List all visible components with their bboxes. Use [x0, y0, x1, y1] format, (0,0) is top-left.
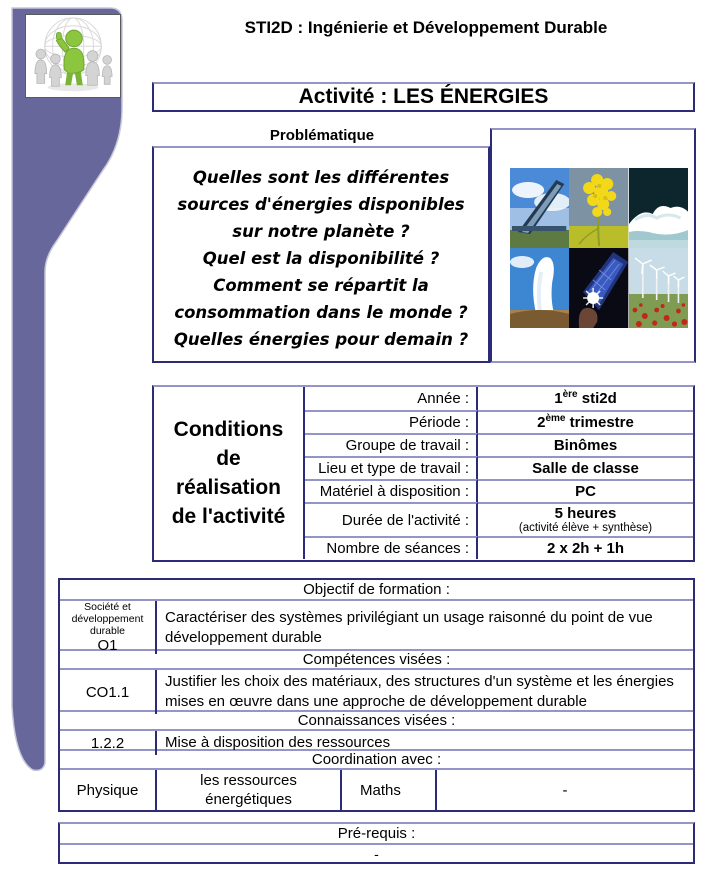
objectif-text: Caractériser des systèmes privilégiant un usage raisonné du point de vue développement durable — [165, 608, 653, 646]
activity-title: Activité : LES ÉNERGIES — [152, 82, 695, 112]
competences-row — [60, 668, 693, 710]
wind-turbines-poppy-field-photo — [629, 248, 688, 328]
solar-mirrors-photo — [510, 168, 569, 248]
competences-text: Justifier les choix des matériaux, des structures d'un système et les énergies mises en œuvre dans une approche de développement durable — [165, 673, 674, 710]
prerequis-table — [58, 822, 695, 864]
row-label-groupe: Groupe de travail : — [305, 433, 478, 456]
document-header-title: STI2D : Ingénierie et Développement Durable — [244, 18, 608, 37]
problematique-line: Comment se répartit la consommation dans le monde ? — [174, 276, 468, 322]
ocean-wave-photo — [629, 168, 688, 248]
problematique-line: Quelles énergies pour demain ? — [173, 330, 469, 349]
row-value-seances: 2 x 2h + 1h — [478, 536, 693, 559]
connaissances-text: Mise à disposition des ressources — [165, 734, 391, 751]
row-label-seances: Nombre de séances : — [305, 536, 478, 559]
row-value-lieu: Salle de classe — [478, 456, 693, 479]
row-value-duree: 5 heures (activité élève + synthèse) — [478, 502, 693, 536]
duree-note: (activité élève + synthèse) — [518, 522, 653, 534]
prerequis-header: Pré-requis : — [337, 825, 416, 842]
problematique-box — [152, 146, 490, 363]
row-label-lieu: Lieu et type de travail : — [305, 456, 478, 479]
competences-header: Compétences visées : — [60, 649, 693, 668]
problematique-heading: Problématique — [269, 127, 375, 144]
row-value-periode: 2ème trimestre — [478, 410, 693, 433]
prerequis-value: - — [60, 843, 693, 862]
problematique-line: Quel est la disponibilité ? — [202, 249, 440, 268]
connaissances-row — [60, 729, 693, 752]
objectif-formation-row — [60, 599, 693, 654]
coordination-subject-maths: Maths — [342, 770, 437, 810]
coordination-topic-maths: - — [562, 781, 568, 799]
green-person-globe-team-logo-icon — [26, 15, 120, 97]
objectif-formation-header: Objectif de formation : — [303, 581, 450, 598]
coordination-subject-physique: Physique — [60, 770, 157, 810]
connaissances-header: Connaissances visées : — [60, 710, 693, 729]
energy-images-box — [490, 128, 696, 363]
rapeseed-flower-photo — [569, 168, 628, 248]
coordination-header: Coordination avec : — [60, 749, 693, 768]
objectif-code-cell: Société et développement durable O1 — [60, 601, 157, 654]
coordination-row — [60, 768, 693, 810]
conditions-table — [152, 385, 695, 562]
connaissances-code-cell: 1.2.2 — [60, 731, 157, 755]
geyser-photo — [510, 248, 569, 328]
solar-cell-hand-photo — [569, 248, 628, 328]
competences-code-cell: CO1.1 — [60, 670, 157, 714]
problematique-line: Quelles sont les différentes sources d'énergies disponibles sur notre planète ? — [177, 168, 465, 241]
conditions-table-title: Conditions de réalisation de l'activité — [154, 387, 305, 559]
row-value-materiel: PC — [478, 479, 693, 502]
row-label-materiel: Matériel à disposition : — [305, 479, 478, 502]
school-logo — [25, 14, 121, 98]
energy-photo-collage — [510, 168, 688, 328]
row-label-duree: Durée de l'activité : — [305, 502, 478, 536]
row-value-groupe: Binômes — [478, 433, 693, 456]
formation-table — [58, 578, 695, 812]
row-value-annee: 1ère sti2d — [554, 389, 617, 407]
row-label-annee: Année : — [305, 387, 478, 410]
row-label-periode: Période : — [305, 410, 478, 433]
coordination-topic-physique: les ressources énergétiques — [157, 770, 342, 810]
